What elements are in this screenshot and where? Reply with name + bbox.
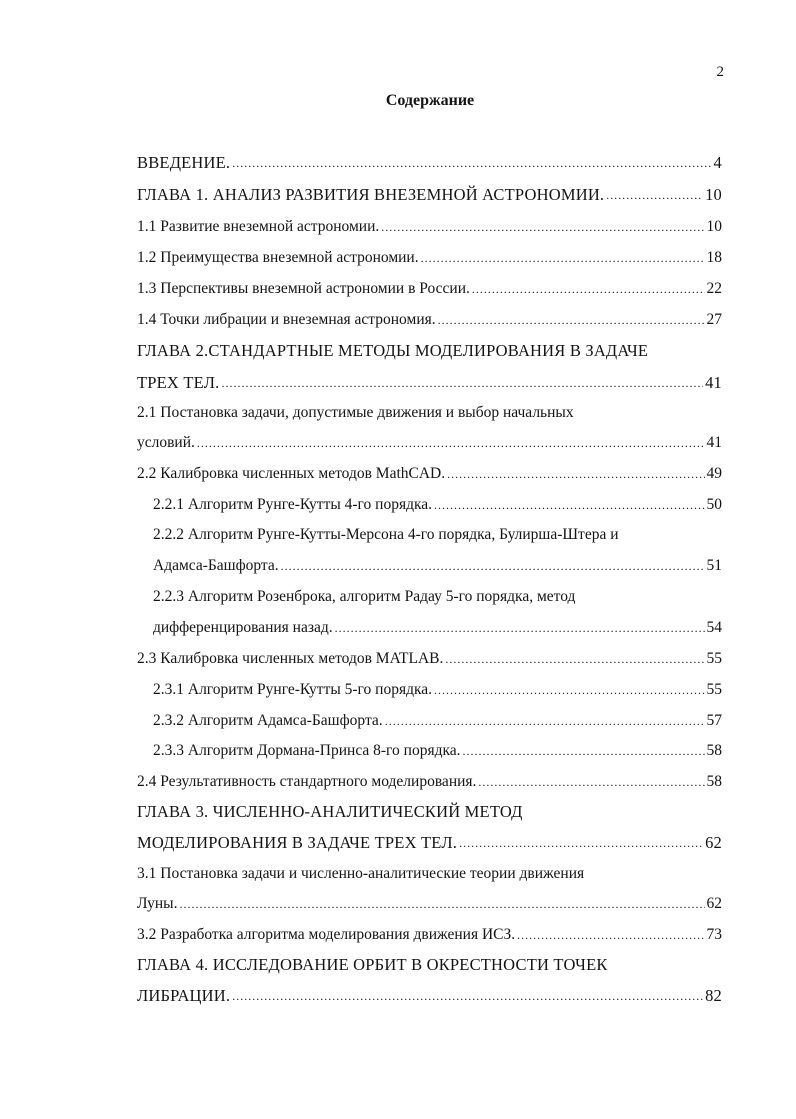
toc-entry — [137, 428, 722, 452]
toc-entry — [153, 736, 722, 760]
toc-entry — [137, 212, 722, 236]
toc-entry — [137, 767, 722, 791]
toc-entry-text: 1.1 Развитие внеземной астрономии. — [137, 218, 380, 235]
toc-entry-page: 55 — [706, 650, 722, 667]
toc-leader — [281, 560, 705, 572]
toc-entry-page: 58 — [706, 742, 722, 759]
toc-entry-page: 57 — [706, 712, 722, 729]
toc-entry-text: 1.3 Перспективы внеземной астрономии в России. — [137, 280, 470, 297]
toc-entry-page: 50 — [706, 496, 722, 513]
toc-entry — [137, 950, 722, 974]
toc-entry-text: ГЛАВА 3. ЧИСЛЕННО-АНАЛИТИЧЕСКИЙ МЕТОД — [137, 802, 523, 821]
toc-entry-text: ГЛАВА 2.СТАНДАРТНЫЕ МЕТОДЫ МОДЕЛИРОВАНИЯ В ЗАДАЧЕ — [137, 341, 649, 360]
toc-entry — [137, 859, 722, 883]
toc-leader — [445, 653, 704, 665]
toc-entry — [137, 981, 722, 1005]
toc-leader — [335, 622, 705, 634]
toc-entry-page: 41 — [705, 373, 722, 392]
toc-leader — [463, 745, 705, 757]
toc-entry-text: 2.2.3 Алгоритм Розенброка, алгоритм Радау 5-го порядка, метод — [153, 588, 576, 605]
page-title: Содержание — [385, 92, 475, 109]
toc-entry-text: условий. — [137, 434, 195, 451]
toc-entry-page: 27 — [706, 311, 722, 328]
toc-entry — [137, 644, 722, 668]
toc-leader — [517, 929, 704, 941]
toc-entry — [137, 274, 722, 298]
toc-entry-page: 22 — [706, 280, 722, 297]
toc-entry-page: 18 — [706, 249, 722, 266]
toc-entry-page: 62 — [706, 895, 722, 912]
toc-leader — [232, 157, 711, 169]
toc-entry-page: 82 — [705, 986, 722, 1005]
toc-entry — [153, 490, 722, 514]
toc-entry — [137, 889, 722, 913]
toc-entry-text: 3.2 Разработка алгоритма моделирования движения ИСЗ. — [137, 926, 516, 943]
toc-entry-text: дифференцирования назад. — [153, 619, 333, 636]
toc-entry-page: 49 — [706, 465, 722, 482]
toc-leader — [197, 437, 705, 449]
toc-entry-text: 1.2 Преимущества внеземной астрономии. — [137, 249, 419, 266]
toc-entry — [153, 520, 722, 544]
toc-entry — [153, 613, 722, 637]
toc-leader — [385, 715, 705, 727]
toc-entry — [137, 368, 722, 392]
toc-leader — [381, 221, 704, 233]
toc-entry — [137, 243, 722, 267]
toc-entry-text: 3.1 Постановка задачи и численно-аналитические теории движения — [137, 865, 585, 882]
toc-leader — [434, 684, 704, 696]
toc-entry-text: 2.2.2 Алгоритм Рунге-Кутты-Мерсона 4-го порядка, Булирша-Штера и — [153, 526, 619, 543]
toc-entry-text: 2.4 Результативность стандартного моделирования. — [137, 773, 477, 790]
toc-entry — [153, 551, 722, 575]
toc-entry-page: 10 — [706, 218, 722, 235]
toc-entry-text: Адамса-Башфорта. — [153, 557, 279, 574]
toc-entry-text: 2.3.3 Алгоритм Дормана-Принса 8-го порядка. — [153, 742, 461, 759]
toc-entry-text: 2.3.1 Алгоритм Рунге-Кутты 5-го порядка. — [153, 681, 433, 698]
toc-entry-page: 73 — [706, 926, 722, 943]
toc-leader — [606, 189, 703, 201]
toc-entry — [137, 305, 722, 329]
toc-leader — [438, 314, 705, 326]
toc-entry — [137, 336, 722, 360]
toc-leader — [472, 283, 705, 295]
toc-entry-text: 2.2 Калибровка численных методов MathCAD. — [137, 465, 446, 482]
toc-entry-page: 55 — [706, 681, 722, 698]
toc-entry-text: МОДЕЛИРОВАНИЯ В ЗАДАЧЕ ТРЕХ ТЕЛ. — [137, 833, 458, 852]
toc-leader — [221, 377, 703, 389]
toc-leader — [434, 499, 704, 511]
toc-entry-page: 51 — [706, 557, 722, 574]
toc-entry-text: ГЛАВА 1. АНАЛИЗ РАЗВИТИЯ ВНЕЗЕМНОЙ АСТРОНОМИИ. — [137, 185, 605, 204]
toc-entry-page: 4 — [713, 153, 722, 172]
toc-leader — [421, 252, 705, 264]
toc-leader — [478, 776, 704, 788]
toc-leader — [459, 837, 703, 849]
toc-entry — [137, 148, 722, 172]
toc-entry-text: 2.3.2 Алгоритм Адамса-Башфорта. — [153, 712, 383, 729]
toc-entry-page: 54 — [706, 619, 722, 636]
toc-entry-page: 62 — [705, 833, 722, 852]
toc-entry-page: 58 — [706, 773, 722, 790]
toc-leader — [447, 468, 704, 480]
toc-entry — [137, 828, 722, 852]
toc-entry — [137, 398, 722, 422]
toc-entry-text: ВВЕДЕНИЕ. — [137, 153, 231, 172]
toc-entry — [137, 459, 722, 483]
toc-entry-text: 1.4 Точки либрации и внеземная астрономия. — [137, 311, 436, 328]
toc-entry — [137, 180, 722, 204]
toc-entry-page: 41 — [706, 434, 722, 451]
toc-entry-text: ГЛАВА 4. ИССЛЕДОВАНИЕ ОРБИТ В ОКРЕСТНОСТИ ТОЧЕК — [137, 955, 608, 974]
toc-entry-text: 2.3 Калибровка численных методов MATLAB. — [137, 650, 444, 667]
toc-entry — [137, 797, 722, 821]
toc-entry — [153, 582, 722, 606]
toc-entry-text: ТРЕХ ТЕЛ. — [137, 373, 220, 392]
toc-entry — [137, 920, 722, 944]
toc-entry-page: 10 — [705, 185, 722, 204]
toc-entry-text: 2.1 Постановка задачи, допустимые движения и выбор начальных — [137, 404, 574, 421]
toc-entry-text: 2.2.1 Алгоритм Рунге-Кутты 4-го порядка. — [153, 496, 433, 513]
toc-entry — [153, 675, 722, 699]
toc-leader — [232, 990, 703, 1002]
page-number: 2 — [716, 64, 724, 80]
toc-entry-text: ЛИБРАЦИИ. — [137, 986, 231, 1005]
toc-entry — [153, 706, 722, 730]
toc-entry-text: Луны. — [137, 895, 178, 912]
toc-leader — [179, 898, 704, 910]
